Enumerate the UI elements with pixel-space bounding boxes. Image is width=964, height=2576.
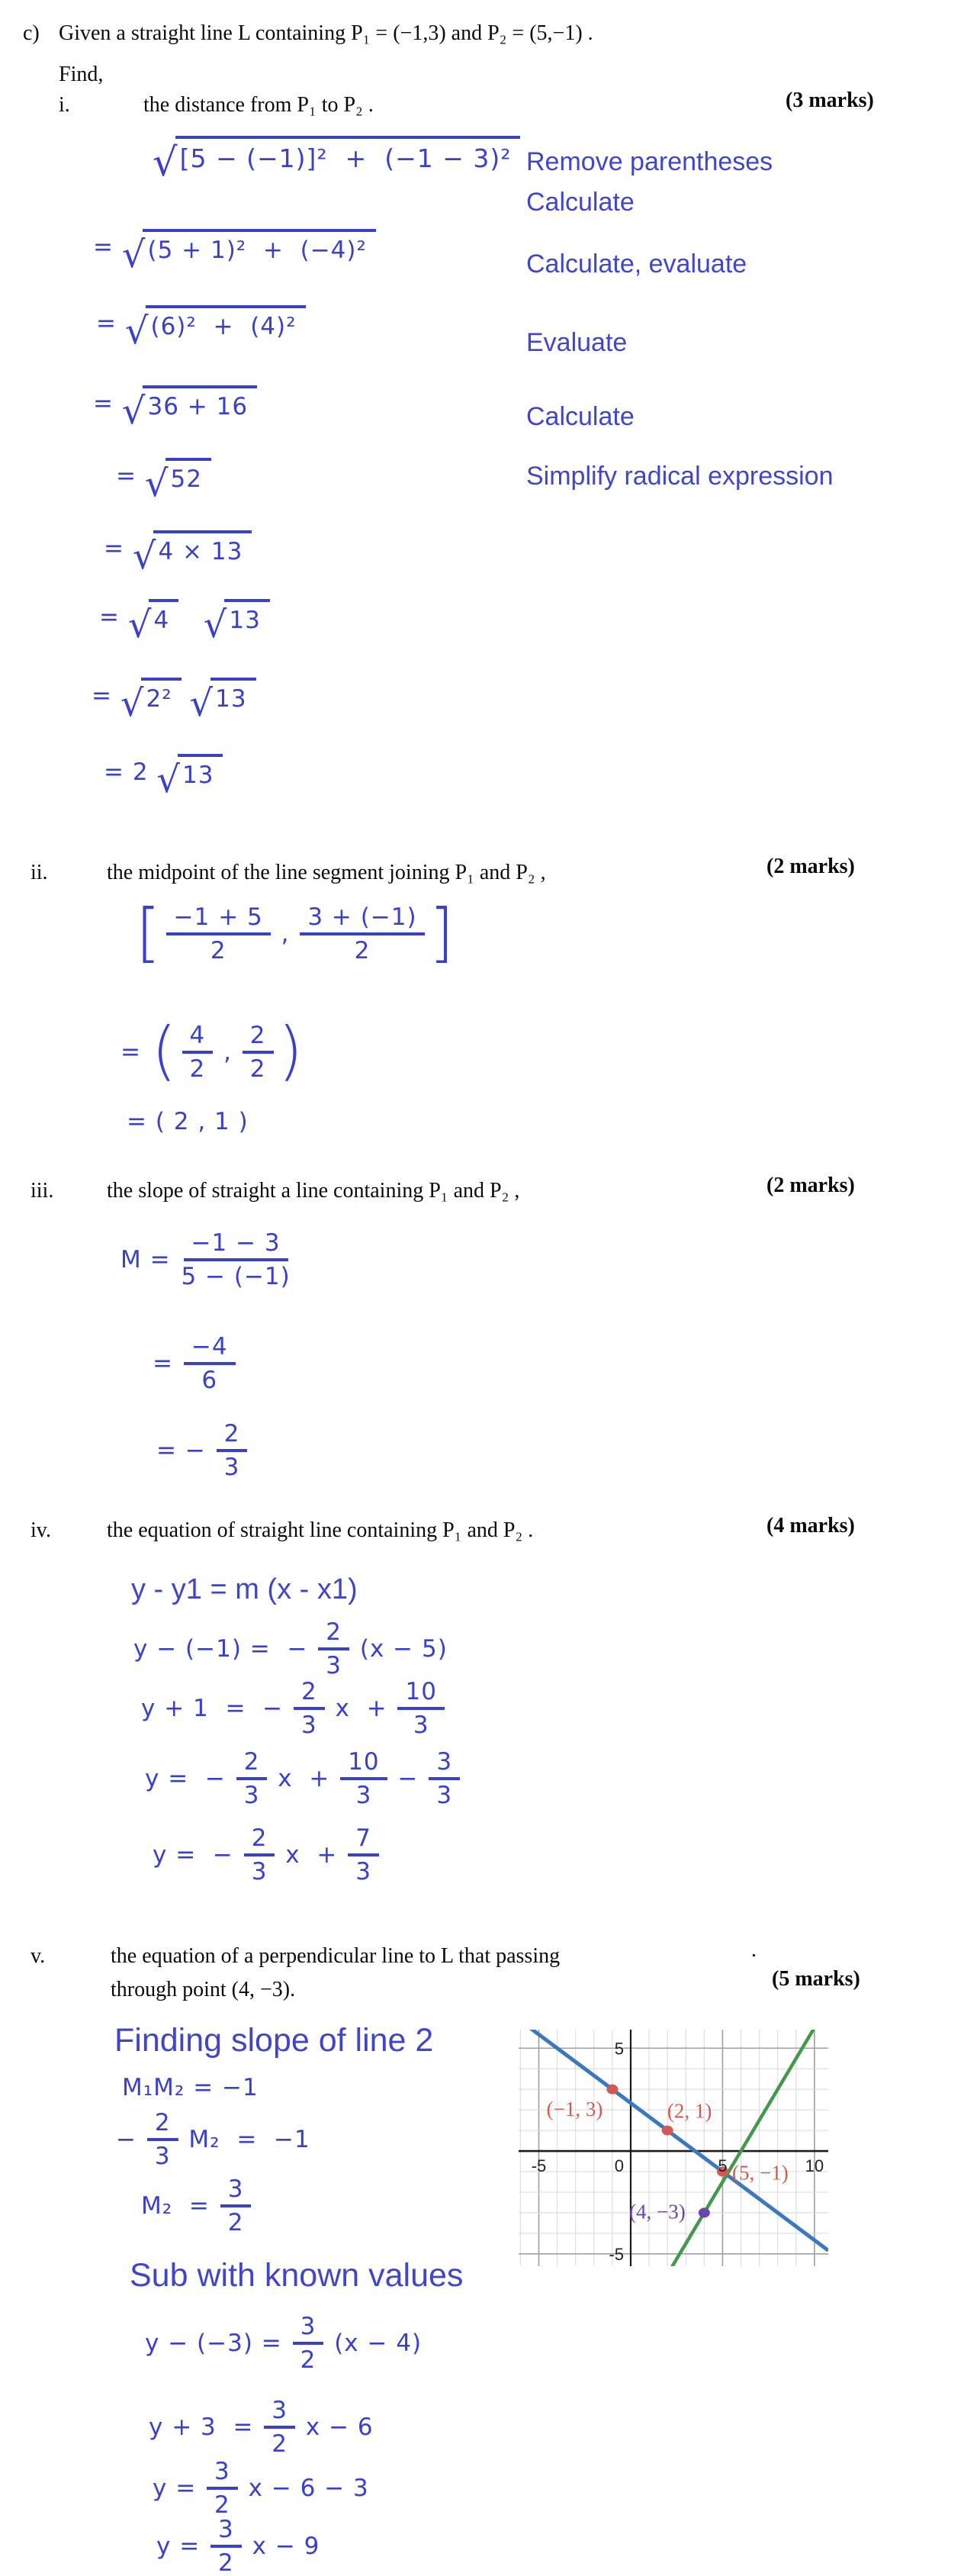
fraction-denominator: 3 xyxy=(300,1711,317,1740)
graph-point xyxy=(606,2085,618,2095)
radicand: 13 xyxy=(178,754,223,791)
radical xyxy=(120,678,182,725)
perp-step xyxy=(141,2176,253,2236)
item-i-marks: (3 marks) xyxy=(786,89,874,112)
fraction xyxy=(166,904,271,964)
fraction-numerator: 3 xyxy=(293,2314,324,2345)
math-text: , xyxy=(215,1038,240,1067)
math-text: y = xyxy=(153,2475,205,2503)
radical xyxy=(203,599,270,646)
fraction-denominator: 2 xyxy=(227,2209,244,2237)
radicand: (6)² + (4)² xyxy=(146,305,305,342)
distance-step xyxy=(116,458,211,505)
fraction-numerator: −1 − 3 xyxy=(184,1230,288,1261)
graph-point-label: (5, −1) xyxy=(731,2161,789,2185)
math-text: x + xyxy=(277,1841,346,1869)
fraction-numerator: 2 xyxy=(147,2110,178,2141)
big-bracket: ( xyxy=(151,1013,178,1088)
math-text: = xyxy=(104,535,133,563)
fraction xyxy=(220,2176,252,2236)
distance-step xyxy=(93,385,257,433)
fraction-numerator: 10 xyxy=(397,1679,444,1710)
fraction xyxy=(340,1749,387,1808)
step-annotation: Simplify radical expression xyxy=(526,462,834,491)
fraction-denominator: 3 xyxy=(223,1454,240,1482)
math-text: y = − xyxy=(145,1765,234,1793)
graph-tick-label-x: 10 xyxy=(805,2156,824,2176)
step-annotation: Calculate xyxy=(526,402,635,431)
perp-step xyxy=(145,2314,422,2373)
equation-step xyxy=(145,1749,462,1808)
math-text: − xyxy=(389,1765,427,1793)
radical-sign: √ xyxy=(156,758,182,801)
fraction-numerator: 3 xyxy=(429,1749,460,1780)
perp-slope-heading: Finding slope of line 2 xyxy=(114,2022,434,2059)
graph-point-label: (−1, 3) xyxy=(546,2097,603,2120)
slope-step xyxy=(153,1334,238,1393)
perp-step xyxy=(153,2458,369,2518)
radical-sign: √ xyxy=(203,604,228,646)
fraction xyxy=(244,1825,275,1885)
fraction-denominator: 5 − (−1) xyxy=(181,1263,291,1291)
radical xyxy=(153,136,520,185)
point-slope-formula: y - y1 = m (x - x1) xyxy=(131,1573,358,1605)
step-annotation: Calculate xyxy=(526,188,635,217)
radical-sign: √ xyxy=(124,310,149,353)
fraction-denominator: 2 xyxy=(272,2430,288,2458)
radicand: 4 × 13 xyxy=(153,530,252,567)
equation-step xyxy=(153,1825,381,1885)
item-iv-numeral: iv. xyxy=(31,1518,51,1542)
fraction-denominator: 2 xyxy=(249,1055,266,1084)
fraction-numerator: 2 xyxy=(244,1825,275,1856)
math-text: M₁M₂ = −1 xyxy=(122,2074,259,2101)
fraction-numerator: 3 xyxy=(207,2458,238,2490)
equation-step xyxy=(141,1679,447,1738)
step-annotation: Remove parentheses xyxy=(526,147,773,176)
fraction-denominator: 2 xyxy=(189,1055,206,1084)
find-label: Find, xyxy=(59,63,104,86)
fraction xyxy=(181,1230,290,1290)
fraction xyxy=(243,1022,274,1082)
radical-sign: √ xyxy=(189,682,214,725)
fraction-numerator: 2 xyxy=(217,1421,248,1452)
fraction-numerator: 2 xyxy=(294,1679,325,1710)
radical-sign: √ xyxy=(127,604,153,646)
item-iv-marks: (4 marks) xyxy=(766,1514,855,1538)
math-text: y = xyxy=(156,2533,209,2561)
fraction-numerator: 2 xyxy=(243,1022,274,1054)
fraction-denominator: 2 xyxy=(354,937,371,965)
math-text: − xyxy=(116,2126,145,2154)
fraction-denominator: 2 xyxy=(300,2346,317,2375)
fraction-numerator: −1 + 5 xyxy=(166,904,271,935)
perp-step xyxy=(149,2397,374,2457)
fraction-denominator: 3 xyxy=(436,1782,453,1810)
radical xyxy=(121,229,376,276)
item-iii-marks: (2 marks) xyxy=(766,1174,855,1197)
math-text: y + 1 = − xyxy=(141,1695,291,1723)
coordinate-graph xyxy=(519,2030,828,2266)
distance-step xyxy=(104,754,223,801)
item-ii-text: the midpoint of the line segment joining P₁ and P₂ , xyxy=(107,861,546,884)
graph-tick-label-x: 0 xyxy=(614,2156,624,2176)
fraction xyxy=(210,2516,242,2576)
radical xyxy=(156,754,223,801)
math-text: (x − 5) xyxy=(352,1635,448,1663)
radical xyxy=(124,305,306,353)
graph-line-perpendicular xyxy=(519,2030,828,2266)
radical-sign: √ xyxy=(144,462,169,505)
graph-tick-label-x: -5 xyxy=(531,2156,547,2176)
graph-point xyxy=(662,2126,673,2136)
fraction xyxy=(397,1679,444,1738)
radicand: 52 xyxy=(165,458,210,494)
math-text: = xyxy=(120,1038,149,1067)
math-text: x − 9 xyxy=(243,2533,320,2561)
fraction xyxy=(147,2110,178,2169)
math-text: M = xyxy=(120,1246,179,1274)
equation-step xyxy=(133,1619,448,1679)
graph-svg xyxy=(519,2030,828,2266)
radical xyxy=(144,458,211,505)
fraction-denominator: 2 xyxy=(210,937,227,965)
perp-step xyxy=(156,2516,320,2576)
math-text: = xyxy=(116,462,145,491)
fraction-denominator: 3 xyxy=(154,2143,171,2171)
distance-step xyxy=(93,229,376,276)
fraction-denominator: 2 xyxy=(218,2549,234,2576)
graph-tick-label-x: 5 xyxy=(718,2156,728,2176)
radical-sign: √ xyxy=(120,682,145,725)
graph-point-label: (4, −3) xyxy=(629,2200,686,2223)
math-text: y − (−3) = xyxy=(145,2330,291,2358)
slope-step xyxy=(120,1230,293,1290)
fraction-denominator: 3 xyxy=(326,1652,342,1680)
radical xyxy=(189,678,255,725)
radicand: 13 xyxy=(210,678,255,714)
perp-step xyxy=(122,2074,259,2101)
graph-tick-label-y: -5 xyxy=(609,2244,624,2264)
radical-sign: √ xyxy=(153,140,178,185)
item-iii-text: the slope of straight a line containing P₁ and P₂ , xyxy=(107,1179,520,1203)
item-v-text-line2: through point (4, −3). xyxy=(111,1978,296,2001)
math-text xyxy=(182,682,190,710)
fraction-denominator: 3 xyxy=(355,1782,372,1810)
midpoint-step xyxy=(127,1108,249,1135)
item-iii-numeral: iii. xyxy=(31,1179,54,1203)
step-annotation: Evaluate xyxy=(526,328,628,357)
math-text: x − 6 xyxy=(297,2413,374,2442)
fraction-numerator: 7 xyxy=(348,1825,379,1856)
graph-point-label: (2, 1) xyxy=(667,2099,712,2123)
math-text: = xyxy=(93,233,122,262)
big-bracket: [ xyxy=(136,894,162,970)
graph-tick-label-y: 5 xyxy=(614,2039,624,2059)
fraction xyxy=(293,2314,324,2373)
fraction xyxy=(264,2397,295,2457)
radical-sign: √ xyxy=(121,390,146,433)
radical-sign: √ xyxy=(121,233,146,276)
math-text: y + 3 = xyxy=(149,2413,262,2442)
fraction xyxy=(429,1749,460,1808)
fraction xyxy=(207,2458,238,2518)
radicand: 4 xyxy=(149,599,178,636)
fraction xyxy=(182,1022,214,1082)
math-text: y − (−1) = − xyxy=(133,1635,317,1663)
distance-step xyxy=(153,136,520,185)
fraction-denominator: 6 xyxy=(201,1367,218,1395)
fraction-denominator: 3 xyxy=(413,1711,429,1740)
distance-step xyxy=(92,678,256,725)
fraction-denominator: 2 xyxy=(214,2491,230,2520)
math-text: (x − 4) xyxy=(326,2330,423,2358)
radical xyxy=(121,385,257,433)
problem-statement: Given a straight line L containing P₁ = (−1,3) and P₂ = (5,−1) . xyxy=(59,21,593,45)
graph-point xyxy=(699,2207,710,2217)
radical xyxy=(132,530,252,578)
fraction-numerator: 3 + (−1) xyxy=(300,904,424,935)
radicand: 2² xyxy=(141,678,181,714)
radicand: 13 xyxy=(224,599,269,636)
fraction-numerator: 3 xyxy=(264,2397,295,2429)
fraction-numerator: −4 xyxy=(184,1334,236,1365)
distance-step xyxy=(96,305,306,353)
item-i-numeral: i. xyxy=(59,93,70,117)
math-text: = xyxy=(153,1350,182,1378)
item-iv-text: the equation of straight line containing P₁ and P₂ . xyxy=(107,1518,534,1542)
math-text: = xyxy=(92,682,120,710)
midpoint-step xyxy=(120,1013,306,1088)
item-ii-marks: (2 marks) xyxy=(766,855,855,878)
fraction-numerator: 3 xyxy=(210,2516,242,2548)
math-text: = ( 2 , 1 ) xyxy=(127,1108,249,1135)
item-v-numeral: v. xyxy=(31,1944,46,1968)
math-text: x + xyxy=(269,1765,339,1793)
fraction xyxy=(294,1679,325,1738)
fraction xyxy=(348,1825,379,1885)
fraction-numerator: 2 xyxy=(318,1619,349,1650)
step-annotation: Calculate, evaluate xyxy=(526,250,747,279)
math-text: , xyxy=(272,920,298,948)
fraction-numerator: 10 xyxy=(340,1749,387,1780)
radical-sign: √ xyxy=(132,535,157,578)
math-text: = − xyxy=(156,1437,214,1465)
fraction-numerator: 2 xyxy=(236,1749,268,1780)
item-v-marks: (5 marks) xyxy=(772,1967,860,1991)
math-text: = xyxy=(93,390,122,418)
problem-part-label: c) xyxy=(23,21,40,45)
slope-step xyxy=(156,1421,249,1480)
fraction-denominator: 3 xyxy=(243,1782,260,1810)
math-text: = xyxy=(96,310,125,338)
item-i-text: the distance from P₁ to P₂ . xyxy=(143,93,374,117)
math-text: = 2 xyxy=(104,758,157,787)
radicand: 36 + 16 xyxy=(143,385,257,422)
fraction xyxy=(217,1421,248,1480)
math-text xyxy=(178,604,204,631)
item-v-text-line1: the equation of a perpendicular line to L that passing xyxy=(111,1944,561,1968)
radicand: [5 − (−1)]² + (−1 − 3)² xyxy=(175,136,521,175)
radical xyxy=(127,599,178,646)
fraction xyxy=(184,1334,236,1393)
midpoint-step xyxy=(133,894,457,970)
fraction-denominator: 3 xyxy=(251,1858,268,1886)
distance-step xyxy=(104,530,252,578)
math-text: M₂ = −1 xyxy=(180,2126,310,2154)
math-text: x + xyxy=(326,1695,396,1723)
item-ii-numeral: ii. xyxy=(31,861,48,884)
fraction xyxy=(318,1619,349,1679)
sub-values-heading: Sub with known values xyxy=(130,2257,464,2294)
math-text: y = − xyxy=(153,1841,242,1869)
perp-step xyxy=(116,2110,310,2169)
math-text: M₂ = xyxy=(141,2192,218,2220)
fraction-numerator: 3 xyxy=(220,2176,252,2207)
radicand: (5 + 1)² + (−4)² xyxy=(143,229,375,266)
math-text: = xyxy=(99,604,128,632)
big-bracket: ] xyxy=(429,894,455,970)
fraction-denominator: 3 xyxy=(355,1858,371,1886)
math-text: x − 6 − 3 xyxy=(239,2475,369,2503)
stray-period: . xyxy=(751,1938,757,1962)
fraction-numerator: 4 xyxy=(182,1022,214,1054)
fraction xyxy=(300,904,424,964)
distance-step xyxy=(99,599,270,646)
fraction xyxy=(236,1749,268,1808)
big-bracket: ) xyxy=(278,1013,304,1088)
